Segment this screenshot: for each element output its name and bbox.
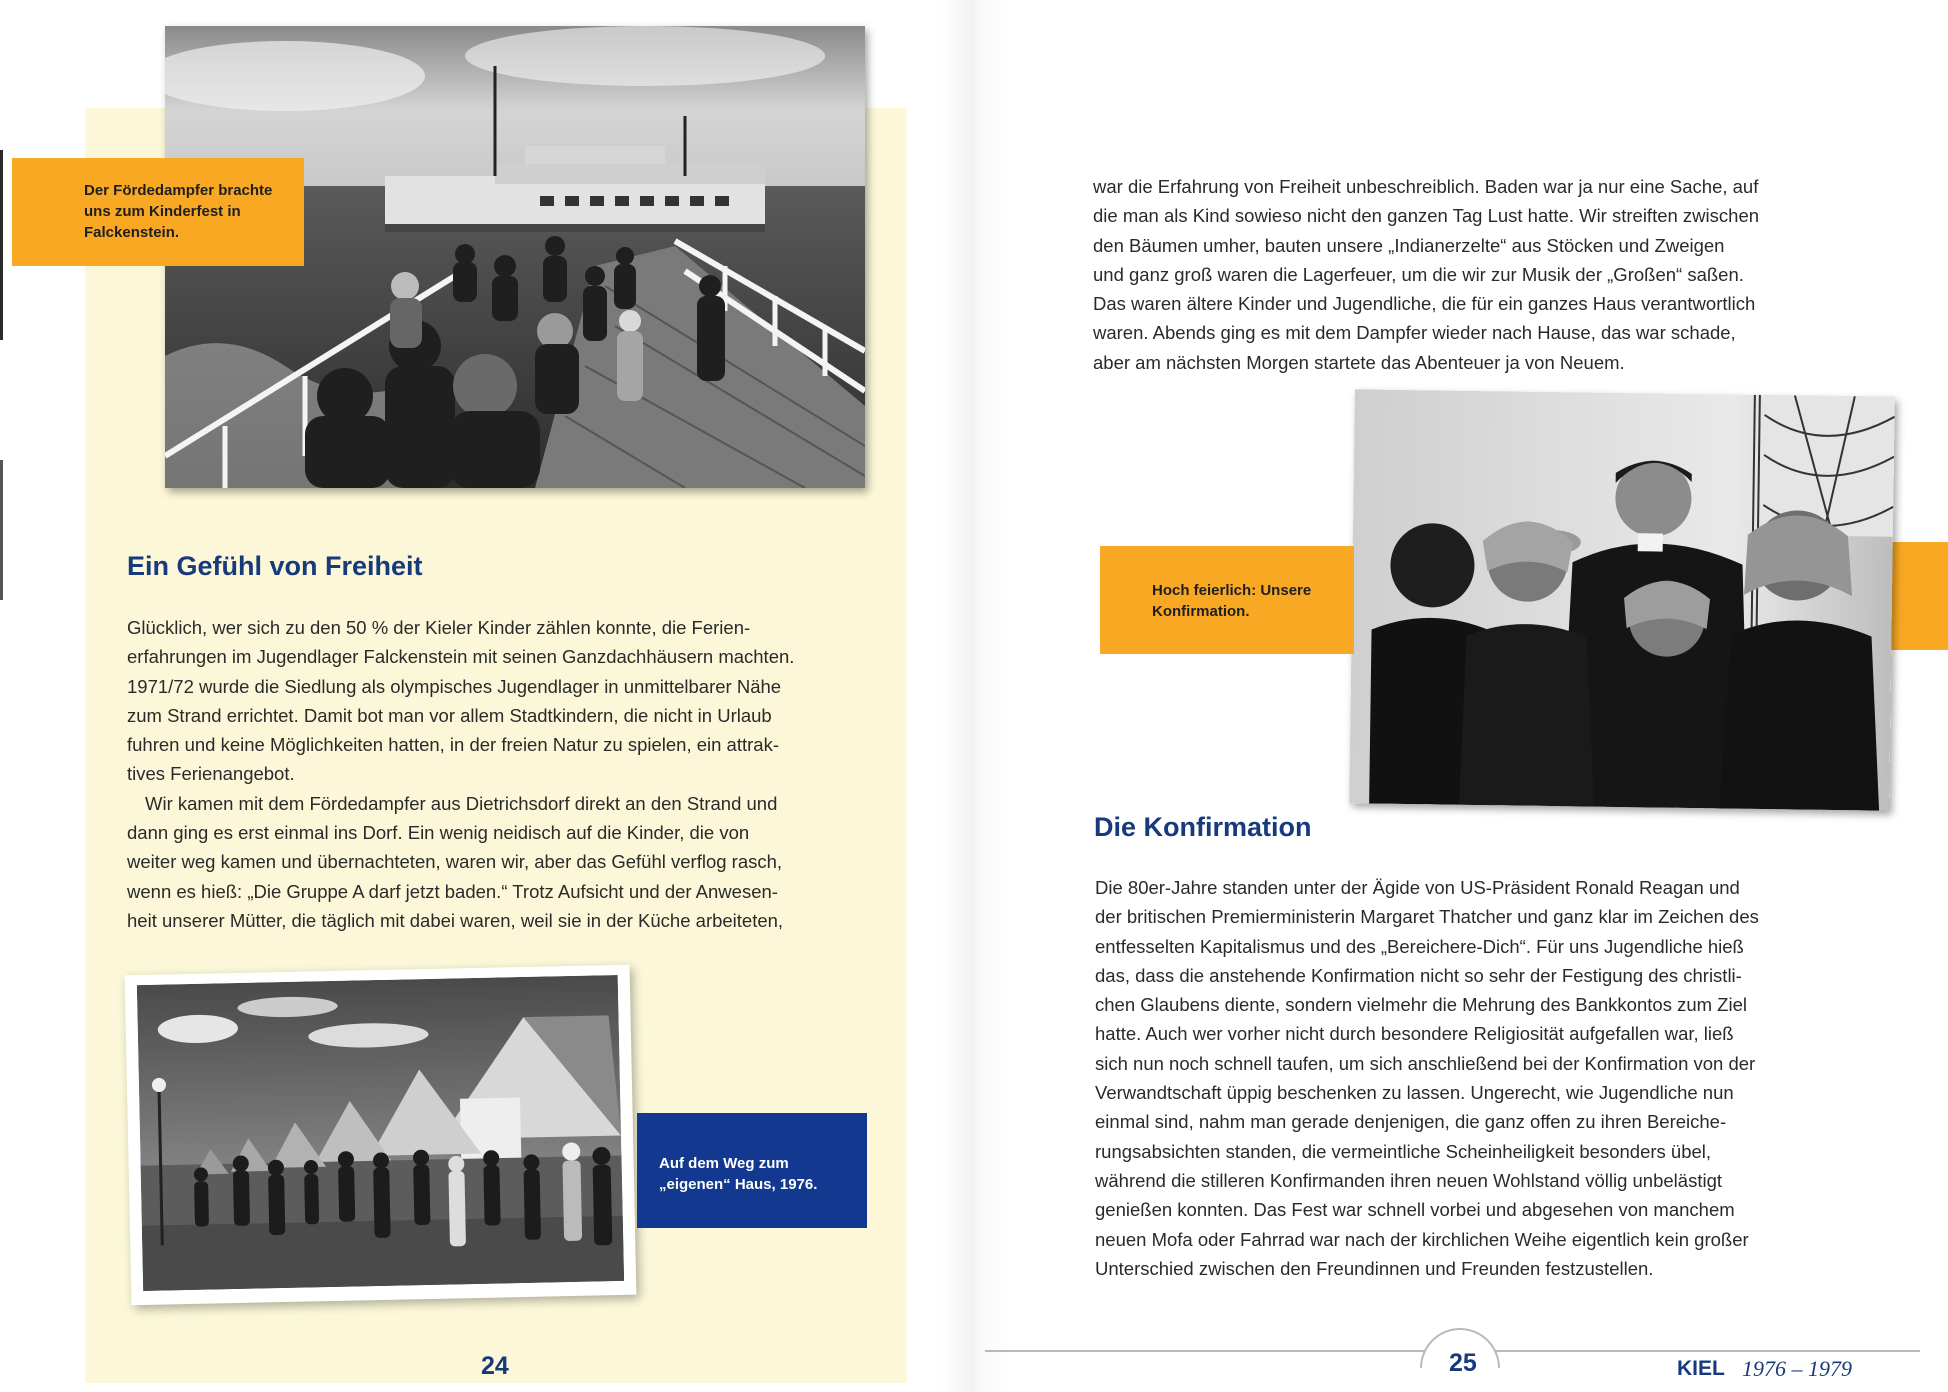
camp-houses-photo: [125, 965, 637, 1306]
page-edge-mark: [0, 460, 3, 600]
confirmation-photo: [1349, 389, 1895, 810]
page-number-left: 24: [481, 1352, 509, 1380]
page-edge-mark: [0, 150, 3, 340]
photo-caption-steamer: Der Fördedampfer brachte uns zum Kinderfest in Falckenstein.: [12, 158, 304, 266]
footer-years: 1976 – 1979: [1742, 1356, 1852, 1381]
photo-caption-konfirmation: Hoch feierlich: Unsere Konfirmation.: [1100, 546, 1354, 654]
footer-brand: KIEL: [1677, 1357, 1725, 1380]
right-page: [974, 0, 1948, 1392]
book-gutter: [940, 0, 1010, 1392]
body-text-left: Glücklich, wer sich zu den 50 % der Kieler Kinder zählen konnte, die Ferien- erfahrungen im Jugendlager Falckenstein mit seinen Ganzdachhäusern machten. 1971/72 wurde die Siedlung als olympisches Jugendlager in unmittelbarer Nähe zum Strand errichtet. Damit bot man vor allem Stadtkindern, die nicht in Urlaub fuhren und keine Möglichkeiten hatten, in der freien Natur zu spielen, ein attrak- tives Ferienangebot. Wir kamen mit dem Fördedampfer aus Dietrichsdorf direkt an den Strand und dann ging es erst einmal ins Dorf. Ein wenig neidisch auf die Kinder, die von weiter weg kamen und übernachteten, waren wir, aber das Gefühl verflog rasch, wenn es hieß: „Die Gruppe A darf jetzt baden.“ Trotz Aufsicht und der Anwesen- heit unserer Mütter, die täglich mit dabei waren, weil sie in der Küche arbeiteten,: [127, 617, 795, 931]
section-heading-freiheit: Ein Gefühl von Freiheit: [127, 551, 423, 581]
body-text-right-bottom: Die 80er-Jahre standen unter der Ägide von US-Präsident Ronald Reagan und der britischen Premierministerin Margaret Thatcher und ganz klar im Zeichen des entfesselten Kapitalismus und des „Bereichere-Dich“. Für uns Jugendliche hieß das, dass die anstehende Konfirmation nicht so sehr der Festigung des christli- chen Glaubens diente, sondern vielmehr die Mehrung des Bankkontos zum Ziel hatte. Auch wer vorher nicht durch besondere Religiosität aufgefallen war, ließ sich nun noch schnell taufen, um sich anschließend bei der Konfirmation von der Verwandtschaft üppig beschenken zu lassen. Ungerecht, wie Jugendliche nun einmal sind, nahm man gerade denjenigen, die ganz offen zu ihren Bereiche- rungsabsichten standen, die vermeintliche Scheinheiligkeit besonders übel, während die stilleren Konfirmanden ihren neuen Wohlstand völlig unbelästigt genießen konnten. Das Fest war schnell vorbei und abgesehen von manchem neuen Mofa oder Fahrrad war nach der kirchlichen Weihe eigentlich kein großer Unterschied zwischen den Freundinnen und Freunden festzustellen.: [1095, 877, 1759, 1279]
section-heading-konfirmation: Die Konfirmation: [1094, 812, 1312, 842]
body-text-right-top: war die Erfahrung von Freiheit unbeschreiblich. Baden war ja nur eine Sache, auf die man als Kind sowieso nicht den ganzen Tag Lust hatte. Wir streiften zwischen den Bäumen umher, bauten unsere „Indianerzelte“ aus Stöcken und Zweigen und ganz groß waren die Lagerfeuer, um die wir zur Musik der „Großen“ saßen. Das waren ältere Kinder und Jugendliche, die für ein ganzes Haus verantwortlich waren. Abends ging es mit dem Dampfer wieder nach Hause, das war schade, aber am nächsten Morgen startete das Abenteuer ja von Neuem.: [1093, 176, 1760, 373]
photo-caption-houses: Auf dem Weg zum „eigenen“ Haus, 1976.: [637, 1113, 867, 1228]
page-number-right: 25: [1449, 1349, 1477, 1377]
orange-accent-bar: [1890, 542, 1948, 650]
